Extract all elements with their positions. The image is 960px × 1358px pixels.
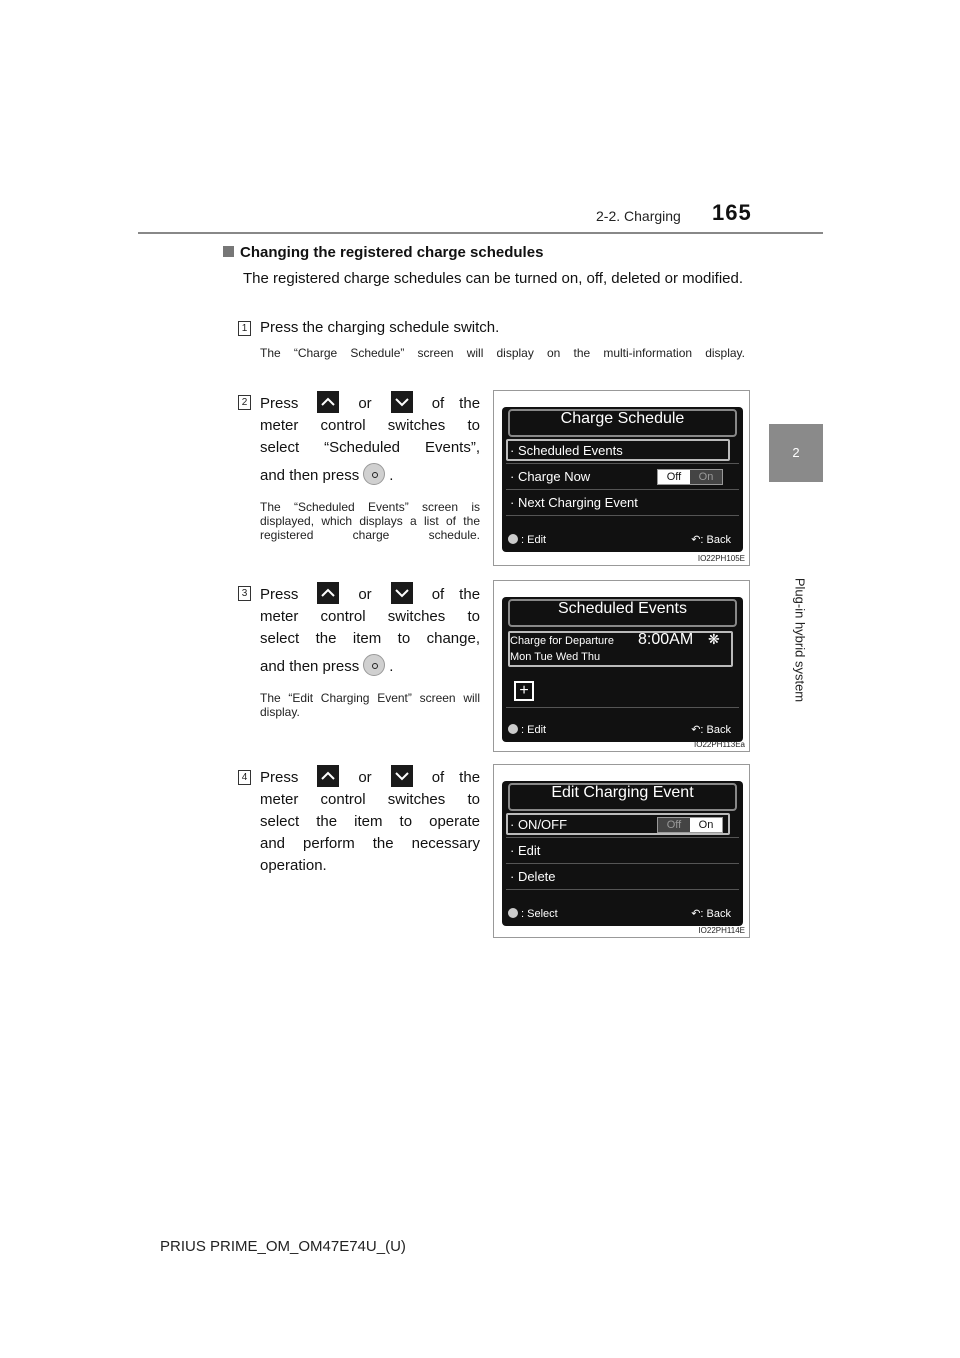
- footer-back-hint: ↶: Back: [691, 908, 731, 920]
- ok-dial-icon: [508, 534, 518, 544]
- figure-code: IO22PH113Ea: [694, 740, 745, 749]
- display-screen: [502, 781, 743, 926]
- display-screen: [502, 407, 743, 552]
- step-number-4: 4: [238, 770, 251, 785]
- page-number: 165: [712, 200, 752, 225]
- figure-edit-charging-event: [493, 764, 750, 938]
- chevron-down-icon: [391, 391, 413, 413]
- menu-item-delete: · Delete: [510, 869, 556, 884]
- header-divider: [138, 232, 823, 234]
- ok-button-icon: [363, 463, 385, 485]
- ok-button-icon: [363, 654, 385, 676]
- step-number-1: 1: [238, 321, 251, 336]
- menu-item-scheduled-events: · Scheduled Events: [510, 443, 623, 458]
- ok-dial-icon: [508, 908, 518, 918]
- figure-code: IO22PH114E: [698, 926, 745, 935]
- step-number-3: 3: [238, 586, 251, 601]
- add-event-icon: +: [514, 681, 534, 701]
- event-name: Charge for Departure: [510, 635, 614, 647]
- step-2-text: Press or of the meter control switches to select “Scheduled Events”, and then press .: [260, 391, 480, 487]
- section-title: 2-2. Charging: [596, 208, 681, 224]
- chevron-up-icon: [317, 765, 339, 787]
- charge-now-toggle: Off On: [657, 469, 723, 485]
- chevron-down-icon: [391, 765, 413, 787]
- screen-title: Scheduled Events: [558, 600, 687, 617]
- footer-back-hint: ↶: Back: [691, 724, 731, 736]
- chevron-up-icon: [317, 391, 339, 413]
- footer-back-hint: ↶: Back: [691, 534, 731, 546]
- step-number-2: 2: [238, 395, 251, 410]
- fan-icon: ❋: [708, 631, 720, 647]
- square-bullet-icon: [223, 246, 234, 257]
- step-1-note: The “Charge Schedule” screen will display on the multi-information display.: [260, 346, 745, 360]
- footer-edit-hint: : Edit: [508, 724, 546, 736]
- intro-paragraph: The registered charge schedules can be turned on, off, deleted or modified.: [243, 270, 744, 287]
- footer-select-hint: : Select: [508, 908, 558, 920]
- event-days: Mon Tue Wed Thu: [510, 651, 601, 663]
- figure-code: IO22PH105E: [697, 554, 745, 563]
- step-1-text: Press the charging schedule switch.: [260, 319, 500, 336]
- menu-item-on-off: · ON/OFF: [510, 817, 568, 832]
- chevron-down-icon: [391, 582, 413, 604]
- menu-item-next-charging-event: · Next Charging Event: [510, 495, 638, 510]
- step-2-note: The “Scheduled Events” screen is displayed, which displays a list of the registered charge schedule.: [260, 500, 480, 542]
- document-footer: PRIUS PRIME_OM_OM47E74U_(U): [160, 1238, 406, 1255]
- screen-title: Charge Schedule: [560, 410, 685, 427]
- step-3-text: Press or of the meter control switches to select the item to change, and then press .: [260, 582, 480, 678]
- step-4-text: Press or of the meter control switches to select the item to operate and perform the necessary operation.: [260, 765, 480, 877]
- menu-item-charge-now: · Charge Now: [510, 469, 591, 484]
- back-arrow-icon: ↶: [691, 534, 701, 546]
- screen-title: Edit Charging Event: [551, 784, 694, 801]
- back-arrow-icon: ↶: [691, 908, 701, 920]
- on-off-toggle: Off On: [657, 817, 723, 833]
- menu-item-edit: · Edit: [510, 843, 541, 858]
- ok-dial-icon: [508, 724, 518, 734]
- back-arrow-icon: ↶: [691, 724, 701, 736]
- section-heading: Changing the registered charge schedules: [223, 244, 543, 261]
- chapter-label: Plug-in hybrid system: [792, 577, 808, 703]
- figure-charge-schedule: [493, 390, 750, 566]
- figure-scheduled-events: [493, 580, 750, 752]
- event-time: 8:00AM: [638, 631, 694, 648]
- footer-edit-hint: : Edit: [508, 534, 546, 546]
- chapter-tab: 2: [769, 424, 823, 482]
- step-3-note: The “Edit Charging Event” screen will display.: [260, 691, 480, 719]
- display-screen: [502, 597, 743, 742]
- chevron-up-icon: [317, 582, 339, 604]
